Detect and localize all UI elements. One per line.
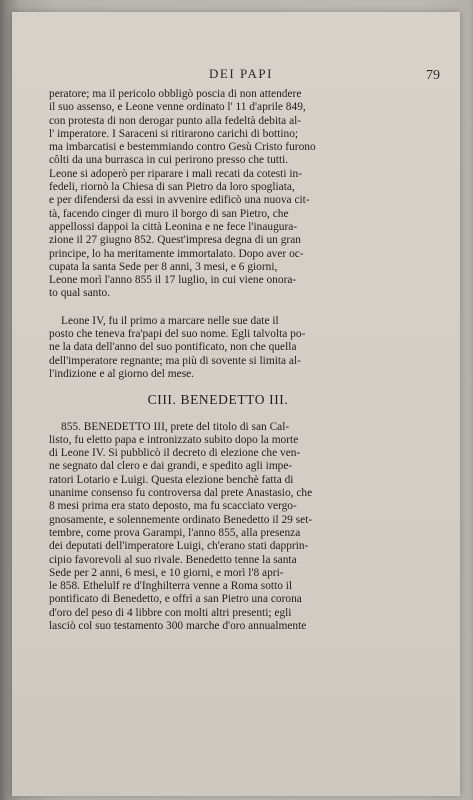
text-line: Leone morì l'anno 855 il 17 luglio, in cui viene onora- — [49, 274, 297, 287]
text-line: l'indizione e al giorno del mese. — [49, 367, 195, 380]
text-line: listo, fu eletto papa e intronizzato subito dopo la morte — [49, 433, 299, 446]
text-line: ne segnato dal clero e dai grandi, e spedito agli impe- — [49, 460, 293, 473]
text-line: to qual santo. — [49, 287, 111, 300]
paragraph-leone-iv-life — [49, 88, 387, 301]
section-title: CIII. BENEDETTO III. — [147, 392, 289, 408]
text-line: l' imperatore. I Saraceni si ritirarono carichi di bottino; — [49, 127, 299, 140]
text-line: 8 mesi prima era stato deposto, ma fu scacciato vergo- — [49, 500, 297, 513]
paragraph-leone-iv-dating — [49, 315, 387, 381]
text-line: lasciò col suo testamento 300 marche d'oro annualmente — [49, 619, 307, 632]
page-number: 79 — [426, 68, 440, 83]
text-line: ne la data dell'anno del suo pontificato, non che quella — [49, 341, 297, 354]
text-line: di Leone IV. Si pubblicò il decreto di elezione che ven- — [49, 447, 301, 460]
text-line: peratore; ma il pericolo obbligò poscia di non attendere — [49, 88, 302, 100]
text-line: ma imbarcatisi e bestemmiando contro Gesù Cristo furono — [49, 141, 316, 154]
text-line: cupata la santa Sede per 8 anni, 3 mesi, e 6 giorni, — [49, 260, 278, 273]
text-line: posto che teneva fra'papi del suo nome. Egli talvolta po- — [49, 328, 306, 341]
book-page — [12, 12, 460, 796]
text-line: cipio favorevoli al suo rivale. Benedetto tenne la santa — [49, 553, 297, 566]
page-text — [49, 88, 387, 633]
text-line: pontificato di Benedetto, e offrì a san Pietro una corona — [49, 593, 302, 606]
text-line: fedeli, riornò la Chiesa di san Pietro da loro spogliata, — [49, 181, 295, 194]
text-line: tà, facendo cinger di muro il borgo di san Pietro, che — [49, 207, 289, 220]
page-header — [42, 66, 440, 86]
text-line: principe, lo ha meritamente immortalato. Dopo aver oc- — [49, 247, 304, 260]
text-line: d'oro del peso di 4 libbre con molti altri presenti; egli — [49, 606, 292, 619]
text-line: dei deputati dell'imperatore Luigi, ch'erano stati dapprin- — [49, 540, 309, 553]
text-line: appellossi dappoi la città Leonina e ne fece l'inaugura- — [49, 220, 298, 233]
text-line: Leone IV, fu il primo a marcare nelle sue date il — [61, 314, 279, 327]
text-line: 855. BENEDETTO III, prete del titolo di san Cal- — [61, 420, 290, 433]
text-line: dell'imperatore regnante; ma più di sovente si limita al- — [49, 354, 301, 367]
text-line: Sede per 2 anni, 6 mesi, e 10 giorni, e morì l'8 apri- — [49, 566, 284, 579]
running-head: DEI PAPI — [209, 66, 273, 81]
text-line: e per difendersi da essi in avvenire edificò una nuova cit- — [49, 194, 310, 207]
paragraph-gap — [49, 301, 387, 315]
text-line: il suo assenso, e Leone venne ordinato l' 11 d'aprile 849, — [49, 101, 306, 114]
text-line: gnosamente, e solennemente ordinato Benedetto il 29 set- — [49, 513, 313, 526]
paragraph-benedetto-iii — [49, 421, 387, 634]
text-line: ratori Lotario e Luigi. Questa elezione benchè fatta di — [49, 473, 294, 486]
text-line: le 858. Ethelulf re d'Inghilterra venne a Roma sotto il — [49, 580, 293, 593]
text-line: zione il 27 giugno 852. Quest'impresa degna di un gran — [49, 234, 301, 247]
text-line: tembre, come prova Garampi, l'anno 855, alla presenza — [49, 526, 301, 539]
text-line: con protesta di non derogar punto alla fedeltà debita al- — [49, 114, 302, 127]
text-line: côlti da una burrasca in cui perirono presso che tutti. — [49, 154, 289, 167]
text-line: Leone si adoperò per riparare i mali recati da cotesti in- — [49, 167, 303, 180]
text-line: unanime consenso fu controversa dal prete Anastasio, che — [49, 487, 313, 500]
